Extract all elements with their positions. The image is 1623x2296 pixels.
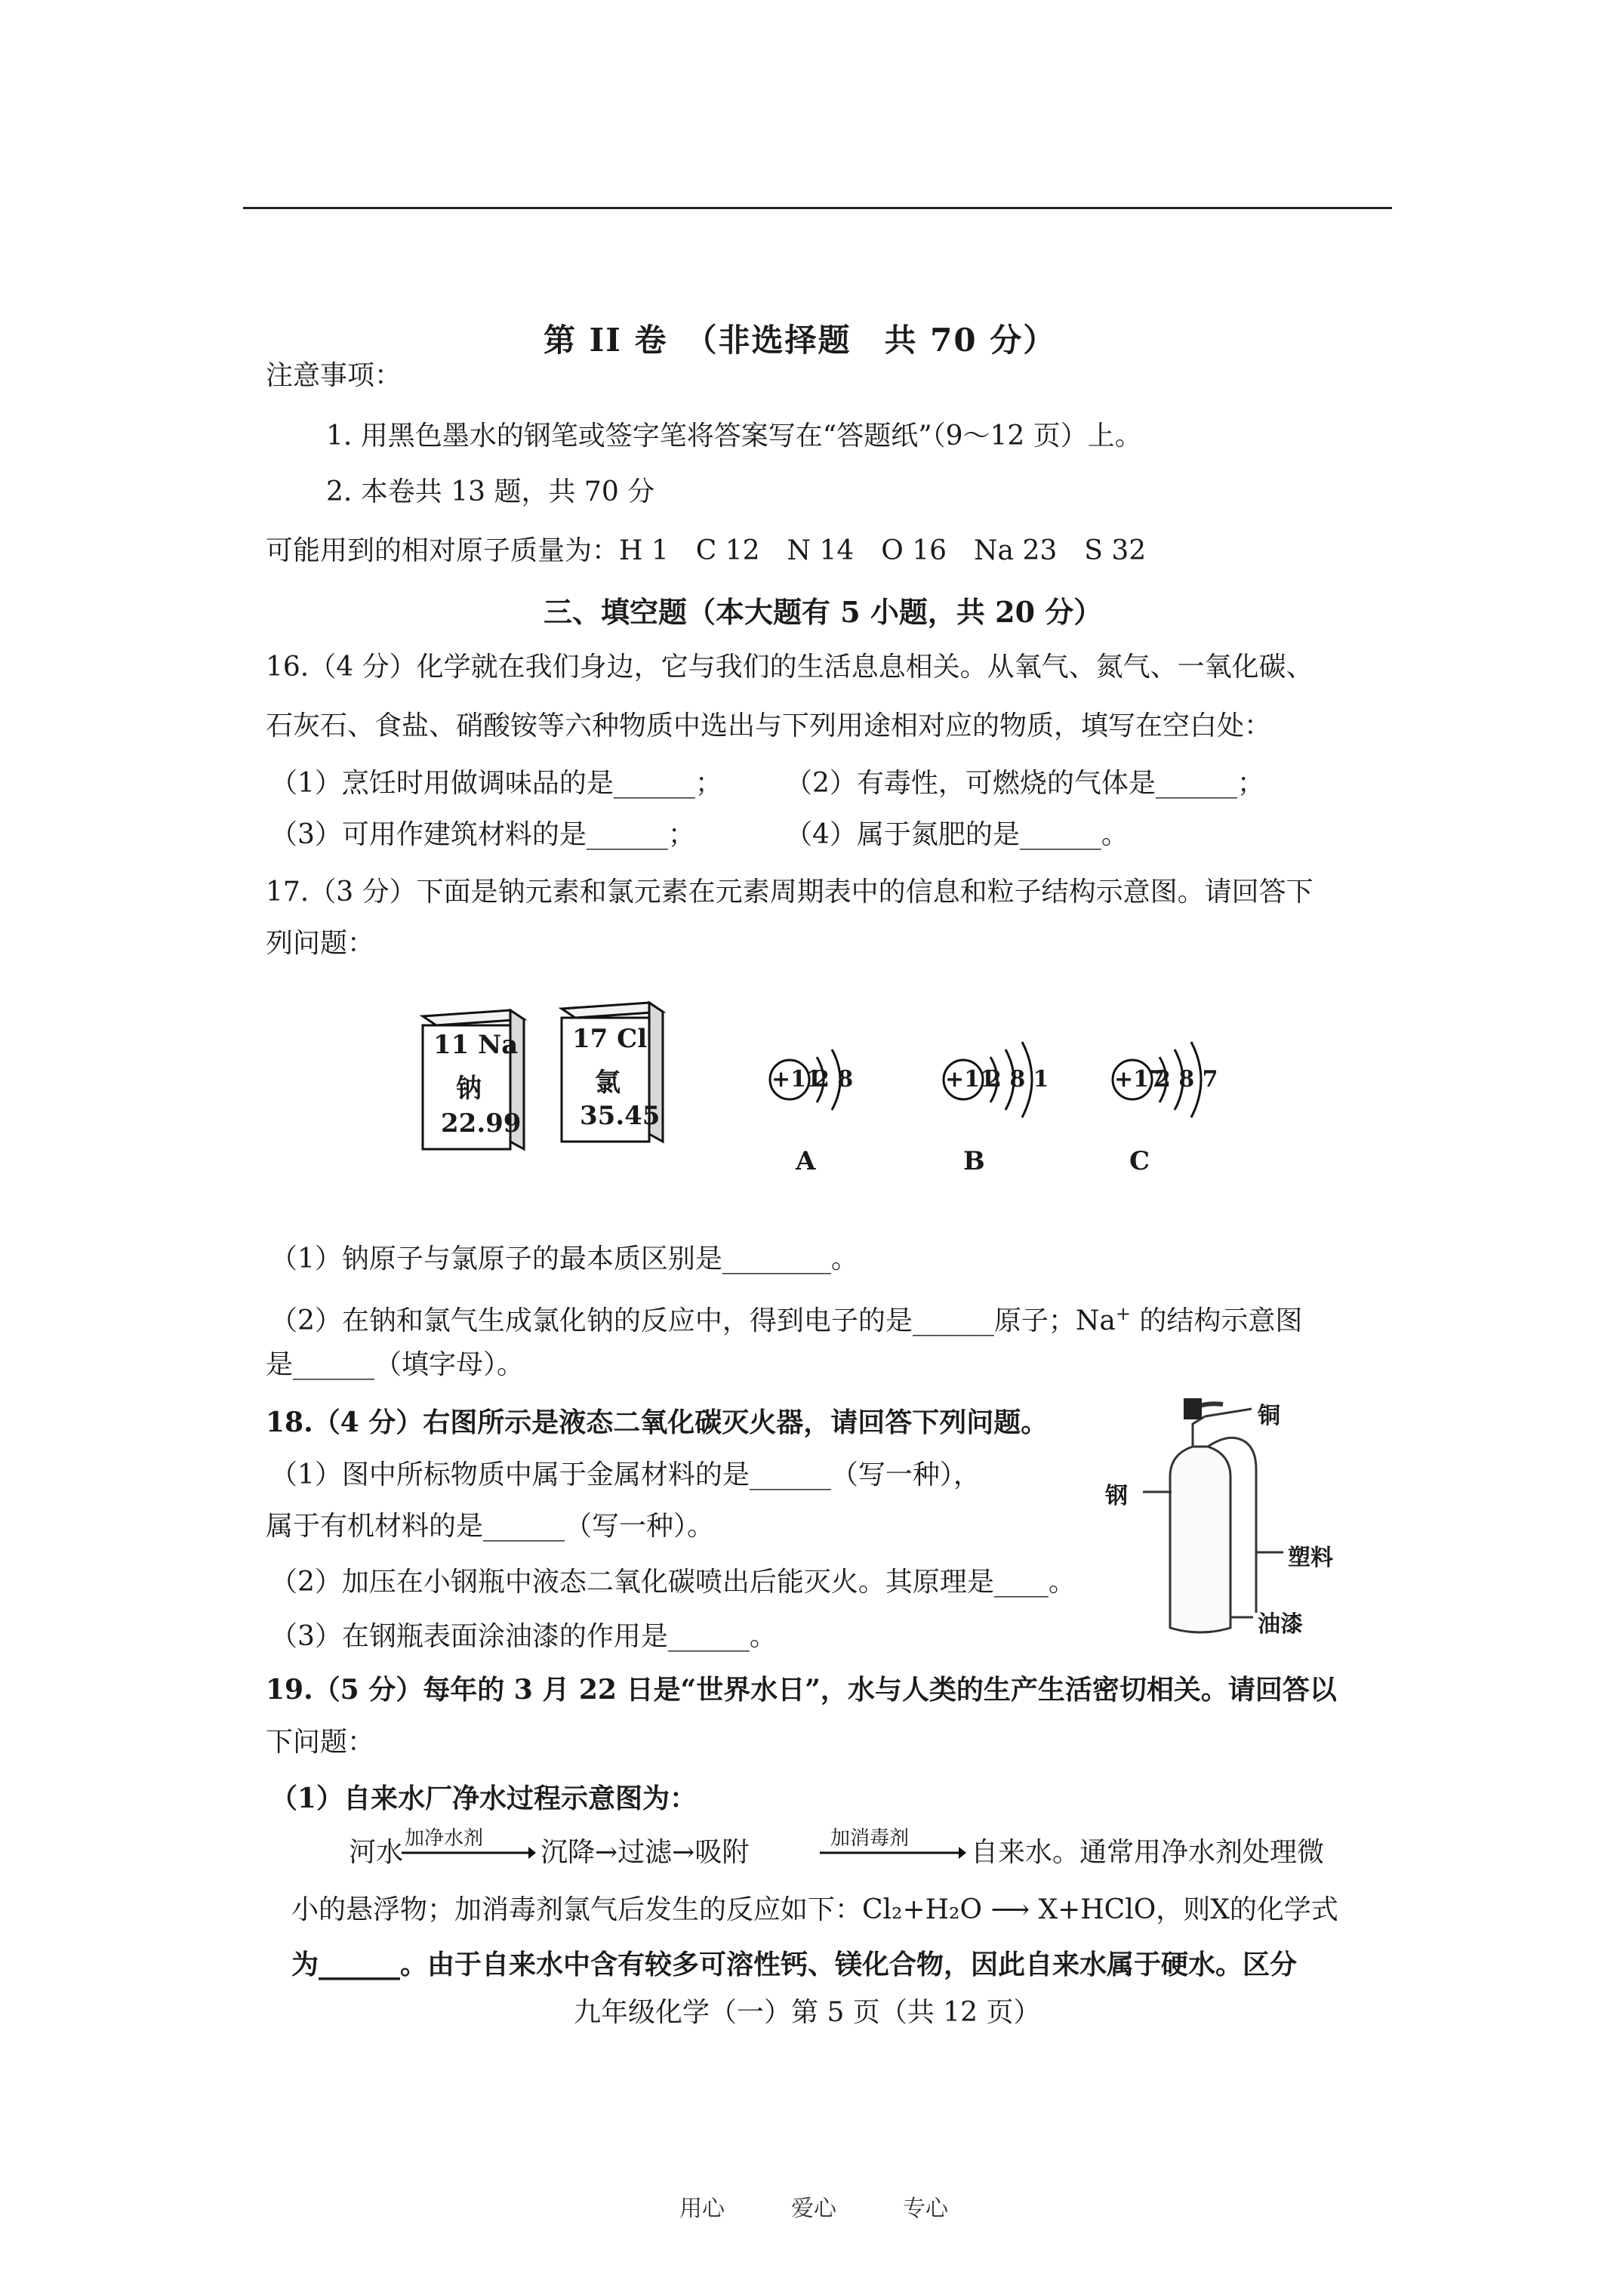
- flow-arrow2-label: 加消毒剂: [830, 1827, 910, 1850]
- q16-line1: 16.（4 分）化学就在我们身边，它与我们的生活息息相关。从氧气、氮气、一氧化碳、: [266, 652, 1313, 683]
- q17-line1: 17.（3 分）下面是钠元素和氯元素在元素周期表中的信息和粒子结构示意图。请回答下: [266, 877, 1313, 908]
- motto-3: 专心: [903, 2196, 948, 2222]
- atom-c-label: C: [1129, 1146, 1150, 1176]
- label-copper: 铜: [1258, 1403, 1280, 1429]
- q16-part3: （3）可用作建筑材料的是______；: [270, 819, 695, 850]
- q19-part1: （1）自来水厂净水过程示意图为：: [270, 1783, 698, 1814]
- q16-part4: （4）属于氮肥的是______。: [785, 819, 1129, 850]
- flow-arrow-2: [818, 1844, 966, 1862]
- motto-2: 爱心: [791, 2196, 836, 2222]
- q17-part2: [270, 1297, 1302, 1338]
- atomic-masses: 可能用到的相对原子质量为：H 1 C 12 N 14 O 16 Na 23 S 32: [266, 535, 1147, 566]
- q18-part1b: 属于有机材料的是______（写一种）。: [266, 1511, 715, 1542]
- atom-a-nucleus: +11: [771, 1066, 822, 1093]
- atom-b-label: B: [963, 1146, 985, 1176]
- q18-part1a: （1）图中所标物质中属于金属材料的是______（写一种），: [270, 1459, 981, 1490]
- flow-arrow-1: [400, 1844, 536, 1862]
- q19-line-b: 为______。由于自来水中含有较多可溶性钙、镁化合物，因此自来水属于硬水。区分: [291, 1949, 1298, 1980]
- header-rule: [243, 207, 1392, 209]
- q18-part3: （3）在钢瓶表面涂油漆的作用是______。: [270, 1621, 777, 1652]
- atom-b-nucleus: +11: [945, 1066, 996, 1093]
- label-paint: 油漆: [1258, 1611, 1303, 1638]
- na-name: 钠: [456, 1074, 482, 1104]
- notice-item-1: 1. 用黑色墨水的钢笔或签字笔将答案写在“答题纸”（9～12 页）上。: [326, 421, 1142, 451]
- atom-c-nucleus: +17: [1114, 1066, 1165, 1093]
- notice-heading: 注意事项：: [266, 360, 402, 391]
- label-steel: 钢: [1105, 1483, 1128, 1509]
- section3-title: 三、填空题（本大题有 5 小题，共 20 分）: [544, 595, 1103, 629]
- atom-a-shells: 2 8: [814, 1066, 854, 1093]
- atom-a-label: A: [796, 1146, 816, 1176]
- q17-part2-b: 的结构示意图: [1130, 1305, 1303, 1336]
- q16-part2: （2）有毒性，可燃烧的气体是______；: [785, 768, 1264, 799]
- q17-part2c: 是______（填字母）。: [266, 1349, 525, 1380]
- q16-part1: （1）烹饪时用做调味品的是______；: [270, 768, 722, 799]
- section-title: 第 II 卷 （非选择题 共 70 分）: [544, 322, 1057, 359]
- q16-line2: 石灰石、食盐、硝酸铵等六种物质中选出与下列用途相对应的物质，填写在空白处：: [266, 710, 1272, 741]
- flow-end: 自来水。通常用净水剂处理微: [971, 1837, 1325, 1868]
- cl-name: 氯: [595, 1068, 621, 1098]
- q17-line2: 列问题：: [266, 928, 375, 959]
- cl-mass: 35.45: [580, 1101, 661, 1131]
- q17-part2-a: （2）在钠和氯气生成氯化钠的反应中，得到电子的是______原子；Na: [270, 1305, 1116, 1336]
- page-footer: 九年级化学（一）第 5 页（共 12 页）: [574, 1997, 1041, 2028]
- flow-mid: 沉降→过滤→吸附: [540, 1837, 750, 1868]
- cl-number-symbol: 17 Cl: [572, 1024, 648, 1054]
- q18-line1: 18.（4 分）右图所示是液态二氧化碳灭火器，请回答下列问题。: [266, 1407, 1049, 1438]
- fire-extinguisher-figure: [1102, 1386, 1351, 1650]
- q17-part2-sup: +: [1115, 1303, 1131, 1324]
- notice-item-2: 2. 本卷共 13 题，共 70 分: [326, 476, 655, 507]
- q18-part2: （2）加压在小钢瓶中液态二氧化碳喷出后能灭火。其原理是____。: [270, 1567, 1076, 1598]
- atom-b-shells: 2 8 1: [986, 1066, 1049, 1093]
- na-mass: 22.99: [441, 1108, 522, 1139]
- q19-line-a: 小的悬浮物；加消毒剂氯气后发生的反应如下：Cl₂+H₂O ⟶ X+HClO，则X的化学式: [291, 1894, 1338, 1925]
- na-number-symbol: 11 Na: [433, 1030, 519, 1060]
- q19-line1: 19.（5 分）每年的 3 月 22 日是“世界水日”，水与人类的生产生活密切相关。请回答以: [266, 1674, 1337, 1706]
- q17-part1: （1）钠原子与氯原子的最本质区别是________。: [270, 1244, 858, 1274]
- atom-c-shells: 2 8 7: [1155, 1066, 1218, 1093]
- flow-river: 河水: [349, 1837, 404, 1868]
- q19-line2: 下问题：: [266, 1727, 375, 1758]
- label-plastic: 塑料: [1288, 1545, 1333, 1571]
- motto-1: 用心: [679, 2196, 725, 2222]
- flow-arrow1-label: 加净水剂: [405, 1827, 484, 1850]
